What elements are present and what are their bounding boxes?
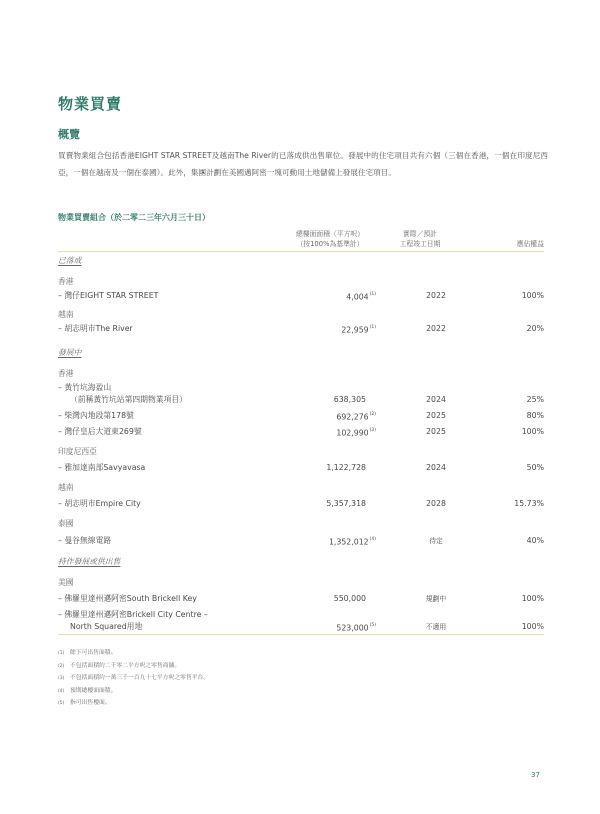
interest-value: 100% [521,291,544,300]
table-title: 物業買賣組合（於二零二三年六月三十日） [58,213,210,222]
column-header-gfa-line1: 總樓面面積（平方呎） [296,230,364,238]
gfa-value: 5,357,318 [326,499,366,508]
property-name: – 佛羅里達州邁阿密South Brickell Key [58,594,197,603]
property-name: – 雅加達南部Savyavasa [58,463,146,472]
gfa-value: 523,000$^{(5)}$ [336,623,376,633]
property-name: – 灣仔EIGHT STAR STREET [58,291,159,300]
column-header-gfa-line2: （按100%為基準計） [296,240,364,248]
table-row [58,535,544,547]
region-label: 印度尼西亞 [58,447,97,456]
footnote: (3) 不包括面積約一萬三千一百九十七平方呎之零售平台。 [58,675,210,681]
interest-value: 40% [526,536,544,545]
property-name: – 柴灣內地段第178號 [58,411,134,420]
footnote: (5) 指可出售樓面。 [58,700,111,706]
table-row [58,290,544,302]
property-name: – 曼谷無線電路 [58,536,112,545]
region-label: 越南 [58,310,74,319]
interest-value: 100% [521,622,544,631]
footnote: (4) 預期總樓面面積。 [58,687,117,694]
footnote: (2) 不包括面積約二千零二平方呎之零售商舖。 [58,662,181,669]
gfa-value: 692,276$^{(2)}$ [336,412,376,422]
page-number: 37 [531,771,540,779]
completion-date: 2022 [426,324,446,333]
section-subtitle: 概覽 [58,128,80,141]
region-label: 泰國 [58,519,74,528]
property-name: – 黃竹坑海盈山 [58,383,112,392]
table-row-values [58,394,544,406]
section-heading: 已落成 [58,256,82,265]
region-label: 越南 [58,483,74,492]
gfa-value: 550,000 [333,594,366,603]
completion-date: 2025 [426,427,446,436]
section-heading: 持作發展或供出售 [58,557,121,566]
region-label: 香港 [58,277,74,286]
interest-value: 100% [521,594,544,603]
table-row [58,498,544,510]
gfa-value: 102,990$^{(3)}$ [336,428,376,438]
column-header-gfa [270,229,390,249]
column-header-date-line2: 工程竣工日期 [399,240,441,248]
interest-value: 25% [526,395,544,404]
table-row-values [58,621,544,633]
gfa-value: 638,305 [333,395,366,404]
region-label: 美國 [58,578,74,587]
completion-date: 2025 [426,411,446,420]
gfa-value: 22,959$^{(1)}$ [341,325,376,335]
table-row [58,410,544,422]
completion-date: 2022 [426,291,446,300]
table-row [58,323,544,335]
property-name-note: （前稱黃竹坑站第四期物業項目） [70,395,187,404]
intro-paragraph: 買賣物業組合包括香港EIGHT STAR STREET及越南The River的已落成供出售單位。發展中的住宅項目共有六個（三個在香港，一個在印度尼西亞，一個在越南及一個在泰國）。此外，集團計劃在美國邁阿密一塊可動用土地儲備上發展住宅項目。 [58,151,548,177]
interest-value: 100% [521,427,544,436]
interest-value: 15.73% [514,499,544,508]
section-heading: 發展中 [58,348,82,357]
interest-value: 50% [526,463,544,472]
column-header-date [390,229,450,249]
page-title: 物業買賣 [58,95,123,113]
interest-value: 20% [526,324,544,333]
property-name: – 胡志明市The River [58,324,133,333]
gfa-value: 1,352,012$^{(4)}$ [328,537,376,547]
table-row [58,593,544,605]
completion-date: 規劃中 [425,595,447,603]
table-row [58,462,544,474]
interest-value: 80% [526,411,544,420]
column-header-interest: 應佔權益 [516,240,544,248]
property-name: – 灣仔皇后大道東269號 [58,427,142,436]
column-header-date-line1: 實際／預計 [403,230,437,238]
footnotes [58,647,209,710]
region-label: 香港 [58,369,74,378]
table-row [58,426,544,438]
property-name: – 胡志明市Empire City [58,499,141,508]
completion-date: 待定 [429,537,443,545]
gfa-value: 1,122,728 [326,463,366,472]
table-bottom-rule [58,634,544,635]
gfa-value: 4,004$^{(1)}$ [346,292,376,302]
property-name: – 佛羅里達州邁阿密Brickell City Centre – [58,610,208,619]
completion-date: 2024 [426,463,446,472]
completion-date: 不適用 [425,623,447,631]
completion-date: 2024 [426,395,446,404]
property-name-cont: North Squared用地 [70,622,143,631]
footnote: (1) 餘下可出售面積。 [58,650,117,656]
completion-date: 2028 [426,499,446,508]
table-header-rule [58,251,544,252]
